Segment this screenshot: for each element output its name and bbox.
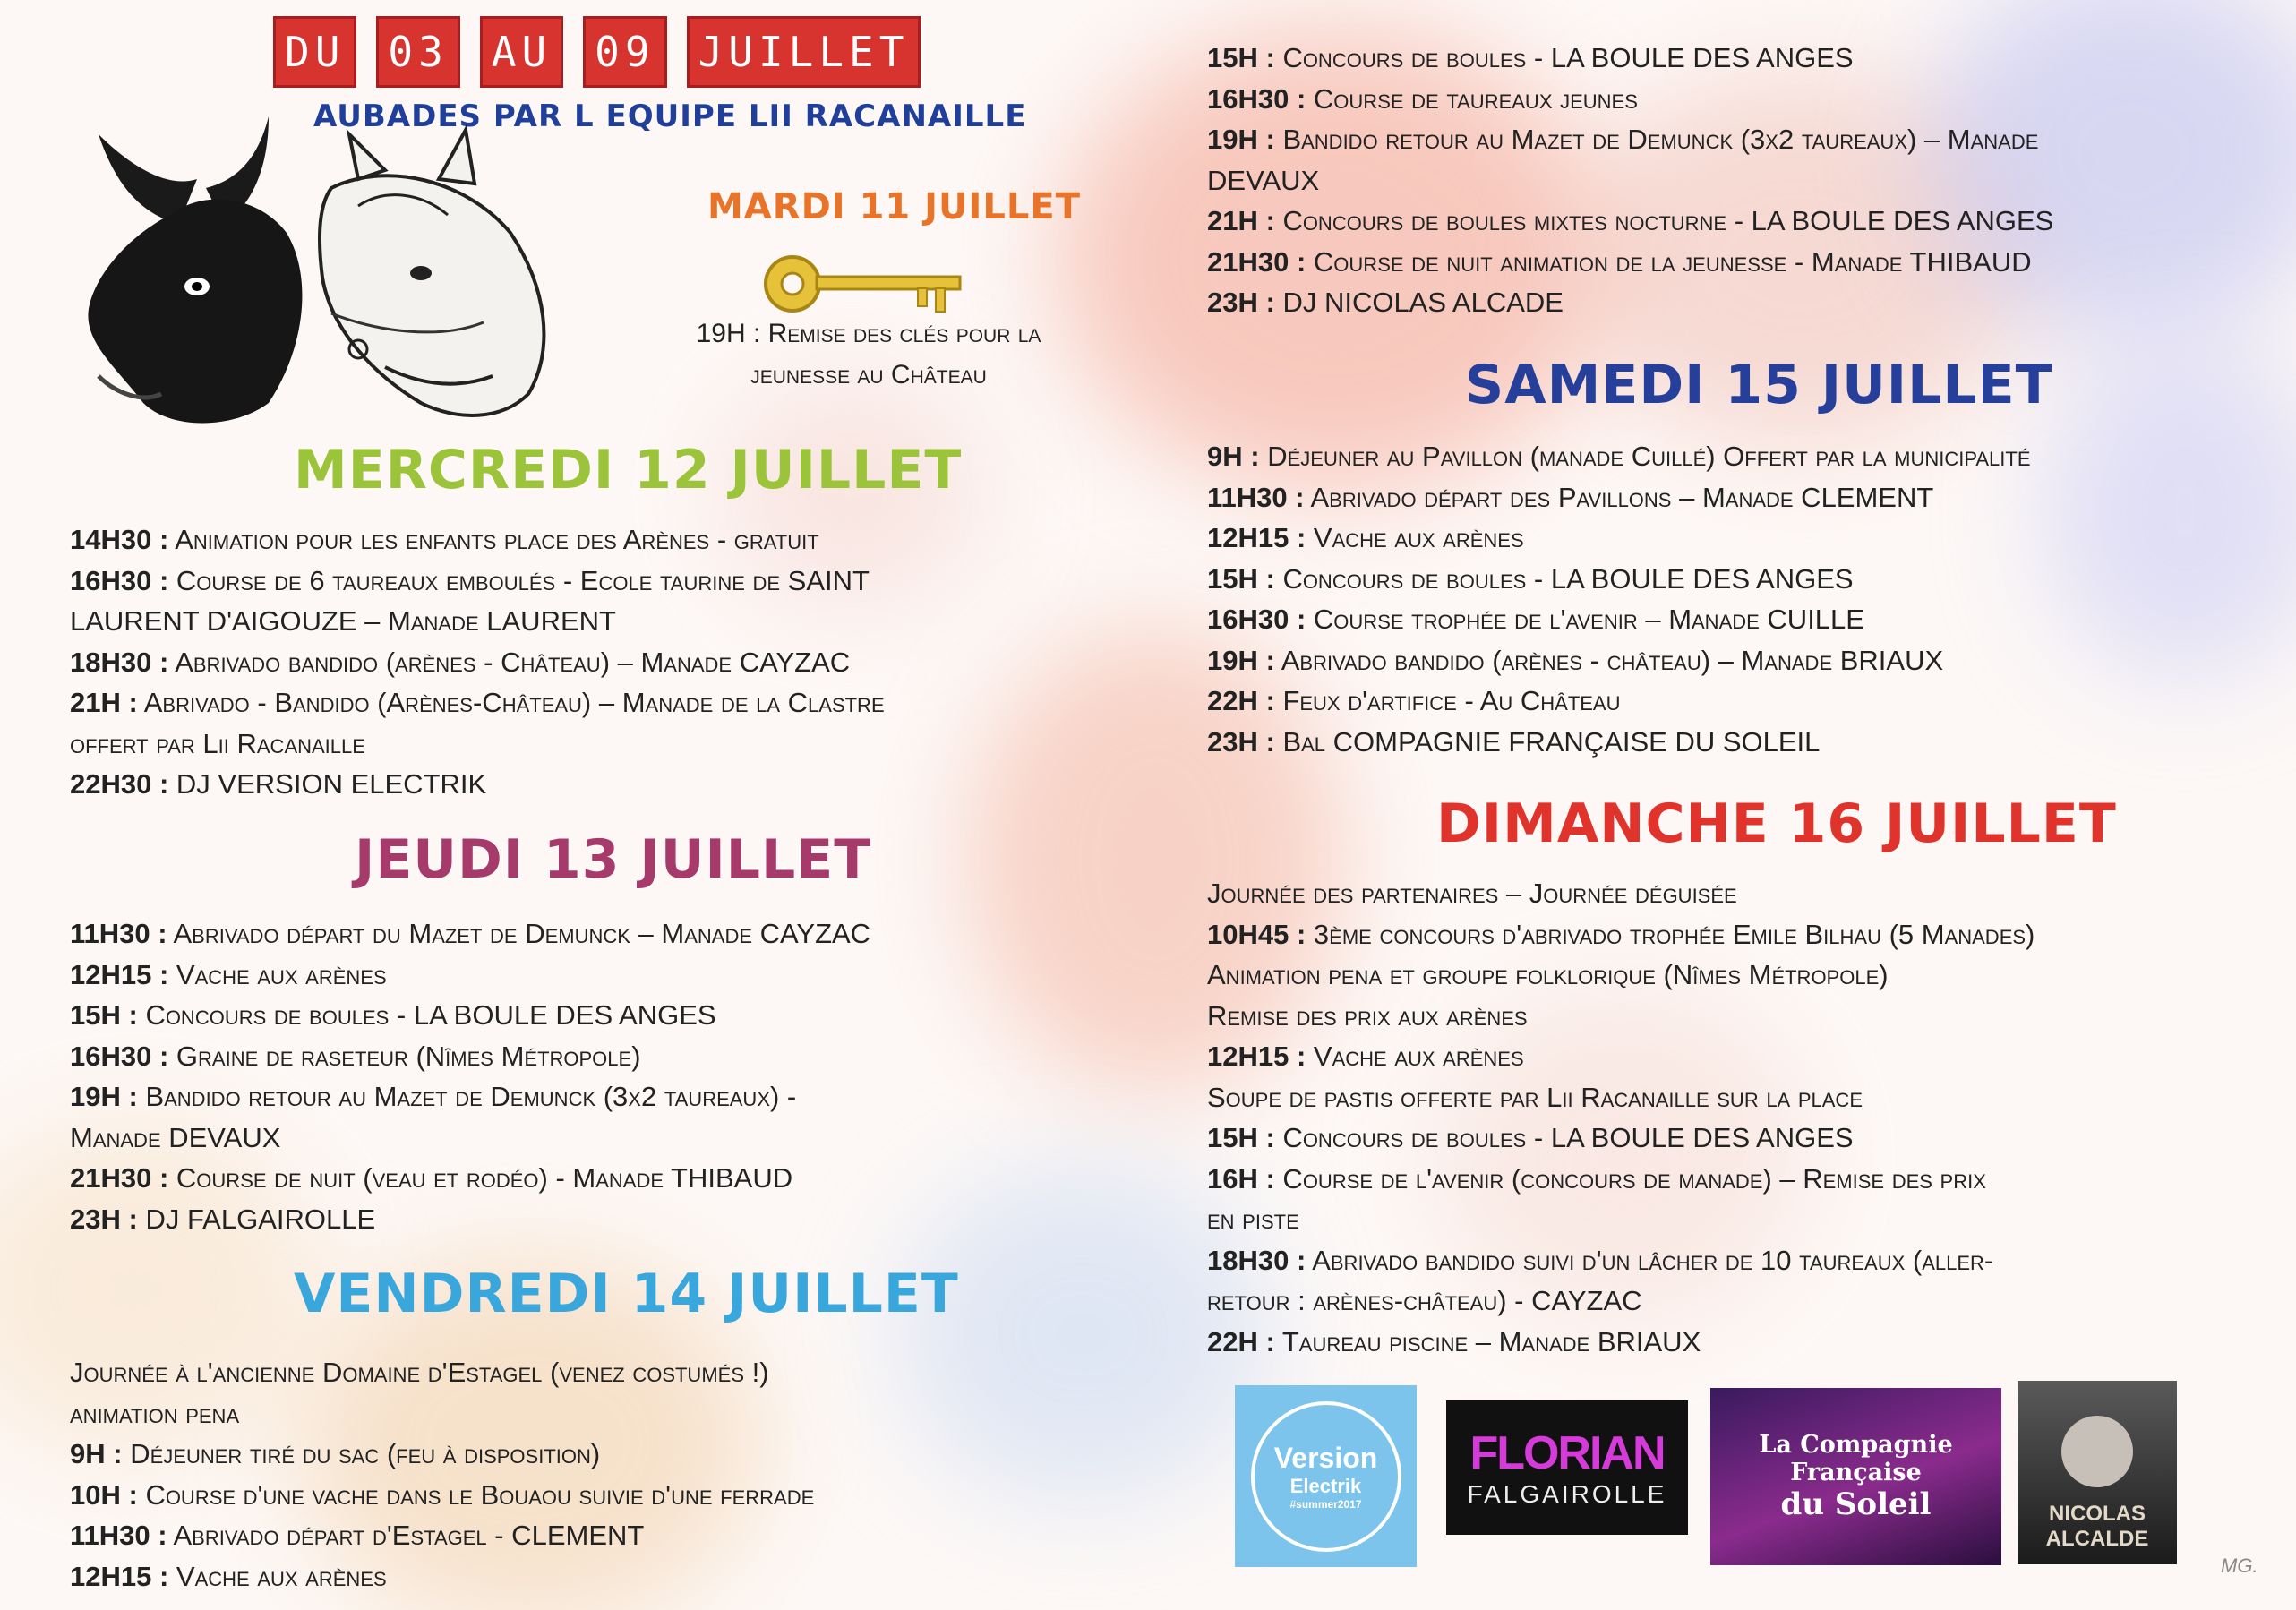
- event: Vache aux arènes: [1313, 522, 1524, 553]
- event: Course trophée de l'avenir – Manade CUILLE: [1313, 604, 1864, 635]
- schedule-vendredi-continued: [1207, 38, 2053, 323]
- date-banner: [273, 16, 921, 88]
- portrait-avatar: [2061, 1416, 2133, 1487]
- schedule-item: [1207, 1036, 2035, 1077]
- time: 12H15 :: [70, 1560, 169, 1592]
- schedule-item: [70, 1556, 814, 1597]
- logo-text: La Compagnie Française: [1759, 1431, 1953, 1486]
- time: 11H30 :: [70, 918, 167, 949]
- time: 18H30 :: [1207, 1244, 1306, 1276]
- time: 22H :: [1207, 1325, 1275, 1357]
- event: Course d'une vache dans le Bouaou suivie d'une ferrade: [145, 1478, 815, 1511]
- schedule-item: [70, 601, 885, 642]
- event: DJ VERSION ELECTRIK: [176, 768, 487, 800]
- time: 16H :: [1207, 1162, 1275, 1195]
- event: Animation pena et groupe folklorique (Nîmes Métropole): [1207, 959, 1889, 990]
- schedule-item: [70, 1036, 870, 1077]
- schedule-item: [1207, 559, 2031, 600]
- time: 12H15 :: [70, 958, 169, 990]
- event: Journée des partenaires – Journée déguisée: [1207, 878, 1737, 909]
- event: Course de nuit (veau et rodéo) - Manade THIBAUD: [176, 1162, 793, 1194]
- schedule-jeudi: [70, 913, 870, 1239]
- schedule-item: [1207, 914, 2035, 955]
- schedule-item: [1207, 282, 2053, 323]
- key-icon: [752, 244, 976, 324]
- schedule-item: [1207, 1118, 2035, 1159]
- time: 15H :: [1207, 562, 1275, 595]
- event: Vache aux arènes: [176, 1560, 387, 1592]
- event: Manade DEVAUX: [70, 1121, 281, 1153]
- event: DEVAUX: [1207, 164, 1320, 196]
- event: DJ NICOLAS ALCADE: [1282, 287, 1564, 318]
- event: Animation pour les enfants place des Arènes - gratuit: [175, 524, 819, 555]
- event: Taureau piscine – Manade BRIAUX: [1281, 1325, 1701, 1357]
- schedule-item: [70, 955, 870, 996]
- event: Course de nuit animation de la jeunesse - Manade THIBAUD: [1313, 245, 2032, 278]
- schedule-item: [1207, 1240, 2035, 1281]
- time: 11H30 :: [1207, 481, 1305, 513]
- time: 19H :: [70, 1081, 138, 1112]
- event: Journée à l'ancienne Domaine d'Estagel (venez costumés !): [70, 1357, 769, 1388]
- schedule-item: [1207, 38, 2053, 79]
- time: 23H :: [1207, 287, 1275, 318]
- schedule-vendredi: [70, 1352, 814, 1597]
- time: 15H :: [1207, 42, 1275, 73]
- time: 16H30 :: [1207, 604, 1306, 635]
- schedule-item: [70, 561, 885, 602]
- time: 16H30 :: [1207, 82, 1306, 115]
- schedule-item: [1207, 477, 2031, 518]
- day-heading-mercredi: MERCREDI 12 JUILLET: [294, 439, 963, 501]
- time: 10H :: [70, 1478, 138, 1511]
- day-heading-samedi: SAMEDI 15 JUILLET: [1465, 354, 2053, 416]
- event: Soupe de pastis offerte par Lii Racanaille sur la place: [1207, 1081, 1863, 1113]
- event: Concours de boules - LA BOULE DES ANGES: [1282, 42, 1854, 73]
- event: Abrivado bandido suivi d'un lâcher de 10 taureaux (aller-: [1306, 1244, 1994, 1276]
- event: animation pena: [70, 1397, 240, 1429]
- time: 21H30 :: [1207, 245, 1306, 278]
- schedule-item: [1207, 955, 2035, 996]
- schedule-mercredi: [70, 519, 885, 805]
- logo-version-electrik: [1235, 1385, 1417, 1567]
- schedule-item: [70, 995, 870, 1036]
- event: Abrivado bandido (arènes - Château) – Manade CAYZAC: [175, 646, 851, 678]
- schedule-item: [70, 1118, 870, 1159]
- time: 22H30 :: [70, 768, 169, 800]
- event: Abrivado départ des Pavillons – Manade CLEMENT: [1310, 481, 1934, 513]
- event: Abrivado bandido (arènes - château) – Manade BRIAUX: [1281, 644, 1944, 676]
- time: 10H45 :: [1207, 918, 1306, 950]
- logo-text: du Soleil: [1780, 1486, 1932, 1522]
- time: 12H15 :: [1207, 522, 1306, 553]
- schedule-item: [70, 682, 885, 724]
- schedule-item: [1207, 242, 2053, 283]
- time: 18H30 :: [70, 646, 169, 678]
- logo-text: FALGAIROLLE: [1467, 1480, 1667, 1508]
- event: Concours de boules - LA BOULE DES ANGES: [1282, 562, 1854, 595]
- time: 15H :: [1207, 1122, 1275, 1153]
- schedule-item: [70, 1434, 814, 1475]
- schedule-item: [1207, 1280, 2035, 1322]
- time: 15H :: [70, 999, 138, 1031]
- banner-flag: DU: [273, 16, 356, 88]
- event: Concours de boules - LA BOULE DES ANGES: [1282, 1122, 1854, 1153]
- banner-subtitle: AUBADES PAR L EQUIPE LII RACANAILLE: [313, 98, 1027, 134]
- logo-text: ALCALDE: [2045, 1527, 2149, 1551]
- day-heading-jeudi: JEUDI 13 JUILLET: [355, 828, 872, 891]
- schedule-item: [1207, 436, 2031, 477]
- event: Bandido retour au Mazet de Demunck (3x2 taureaux) -: [145, 1081, 797, 1112]
- event: Abrivado départ d'Estagel - CLEMENT: [173, 1520, 645, 1551]
- schedule-item: [70, 1199, 870, 1240]
- event: 3ème concours d'abrivado trophée Emile Bilhau (5 Manades): [1313, 918, 2035, 950]
- mardi-note: 19H : Remise des clés pour la jeunesse au Château: [696, 319, 1041, 390]
- schedule-item: [1207, 681, 2031, 722]
- event: Concours de boules mixtes nocturne - LA BOULE DES ANGES: [1282, 205, 2054, 236]
- event: Bandido retour au Mazet de Demunck (3x2 taureaux) – Manade: [1282, 124, 2039, 155]
- event: Abrivado départ du Mazet de Demunck – Manade CAYZAC: [173, 918, 871, 949]
- banner-flag: 03: [376, 16, 459, 88]
- schedule-item: [1207, 1077, 2035, 1118]
- event: Bal COMPAGNIE FRANÇAISE DU SOLEIL: [1282, 725, 1821, 758]
- time: 16H30 :: [70, 1040, 169, 1072]
- event: en piste: [1207, 1203, 1299, 1235]
- schedule-item: [70, 764, 885, 805]
- schedule-item: [70, 1475, 814, 1516]
- logo-text: #summer2017: [1289, 1498, 1362, 1511]
- schedule-item: [1207, 640, 2031, 681]
- time: 12H15 :: [1207, 1041, 1306, 1072]
- schedule-item: [1207, 599, 2031, 640]
- signature: MG.: [2221, 1554, 2258, 1577]
- event: LAURENT D'AIGOUZE – Manade LAURENT: [70, 605, 616, 637]
- schedule-item: [70, 642, 885, 683]
- event: Feux d'artifice - Au Château: [1282, 685, 1621, 716]
- schedule-item: [70, 1158, 870, 1199]
- event: Course de l'avenir (concours de manade) – Remise des prix: [1274, 1162, 1986, 1195]
- schedule-item: [1207, 518, 2031, 559]
- event: Déjeuner tiré du sac (feu à disposition): [130, 1438, 601, 1469]
- schedule-item: [1207, 1199, 2035, 1240]
- logo-florian-falgairolle: [1446, 1400, 1688, 1535]
- schedule-item: [1207, 201, 2053, 242]
- schedule-item: [70, 724, 885, 765]
- day-heading-mardi: MARDI 11 JUILLET: [707, 186, 1081, 227]
- schedule-item: [1207, 996, 2035, 1037]
- logo-nicolas-alcalde: [2018, 1381, 2177, 1564]
- event: Vache aux arènes: [176, 958, 387, 990]
- schedule-item: [1207, 1322, 2035, 1363]
- time: 23H :: [1207, 725, 1275, 758]
- day-heading-dimanche: DIMANCHE 16 JUILLET: [1436, 792, 2117, 855]
- logo-text: FLORIAN: [1469, 1427, 1665, 1479]
- schedule-item: [1207, 1159, 2035, 1200]
- banner-flag: JUILLET: [687, 16, 921, 88]
- event: DJ FALGAIROLLE: [145, 1203, 376, 1235]
- schedule-item: [70, 1393, 814, 1434]
- schedule-item: [1207, 79, 2053, 120]
- schedule-dimanche: [1207, 873, 2035, 1362]
- event: Course de taureaux jeunes: [1313, 82, 1638, 115]
- banner-flag: AU: [480, 16, 563, 88]
- time: 16H30 :: [70, 564, 169, 596]
- event: Remise des prix aux arènes: [1207, 999, 1528, 1032]
- schedule-item: [1207, 722, 2031, 763]
- day-heading-vendredi: VENDREDI 14 JUILLET: [294, 1263, 959, 1325]
- schedule-item: [70, 913, 870, 955]
- event: offert par Lii Racanaille: [70, 727, 365, 759]
- time: 19H :: [1207, 124, 1275, 155]
- schedule-item: [1207, 160, 2053, 201]
- time: 19H :: [1207, 644, 1275, 676]
- time: 9H :: [1207, 441, 1260, 472]
- time: 21H30 :: [70, 1162, 169, 1194]
- time: 23H :: [70, 1203, 138, 1235]
- schedule-item: [70, 519, 885, 561]
- time: 14H30 :: [70, 524, 169, 555]
- time: 9H :: [70, 1438, 123, 1469]
- logo-text: Version: [1273, 1442, 1378, 1474]
- logo-text: NICOLAS: [2049, 1502, 2146, 1526]
- event: Graine de raseteur (Nîmes Métropole): [176, 1040, 641, 1072]
- event: Abrivado - Bandido (Arènes-Château) – Manade de la Clastre: [143, 687, 885, 718]
- event: Concours de boules - LA BOULE DES ANGES: [145, 999, 716, 1031]
- event: Déjeuner au Pavillon (manade Cuillé) Offert par la municipalité: [1267, 441, 2031, 472]
- schedule-samedi: [1207, 436, 2031, 762]
- logo-text: Electrik: [1289, 1475, 1362, 1497]
- schedule-item: [70, 1515, 814, 1556]
- time: 11H30 :: [70, 1520, 167, 1551]
- time: 22H :: [1207, 685, 1275, 716]
- schedule-item: [70, 1076, 870, 1118]
- banner-flag: 09: [583, 16, 666, 88]
- bull-and-horse-illustration: [63, 81, 564, 439]
- schedule-item: [1207, 119, 2053, 160]
- schedule-item: [70, 1352, 814, 1393]
- event: retour : arènes-château) - CAYZAC: [1207, 1285, 1642, 1316]
- schedule-item: [1207, 873, 2035, 914]
- time: 21H :: [1207, 205, 1275, 236]
- time: 21H :: [70, 687, 138, 718]
- logo-compagnie-francaise-du-soleil: [1710, 1388, 2001, 1565]
- event: Vache aux arènes: [1313, 1041, 1524, 1072]
- event: Course de 6 taureaux emboulés - Ecole taurine de SAINT: [176, 564, 870, 596]
